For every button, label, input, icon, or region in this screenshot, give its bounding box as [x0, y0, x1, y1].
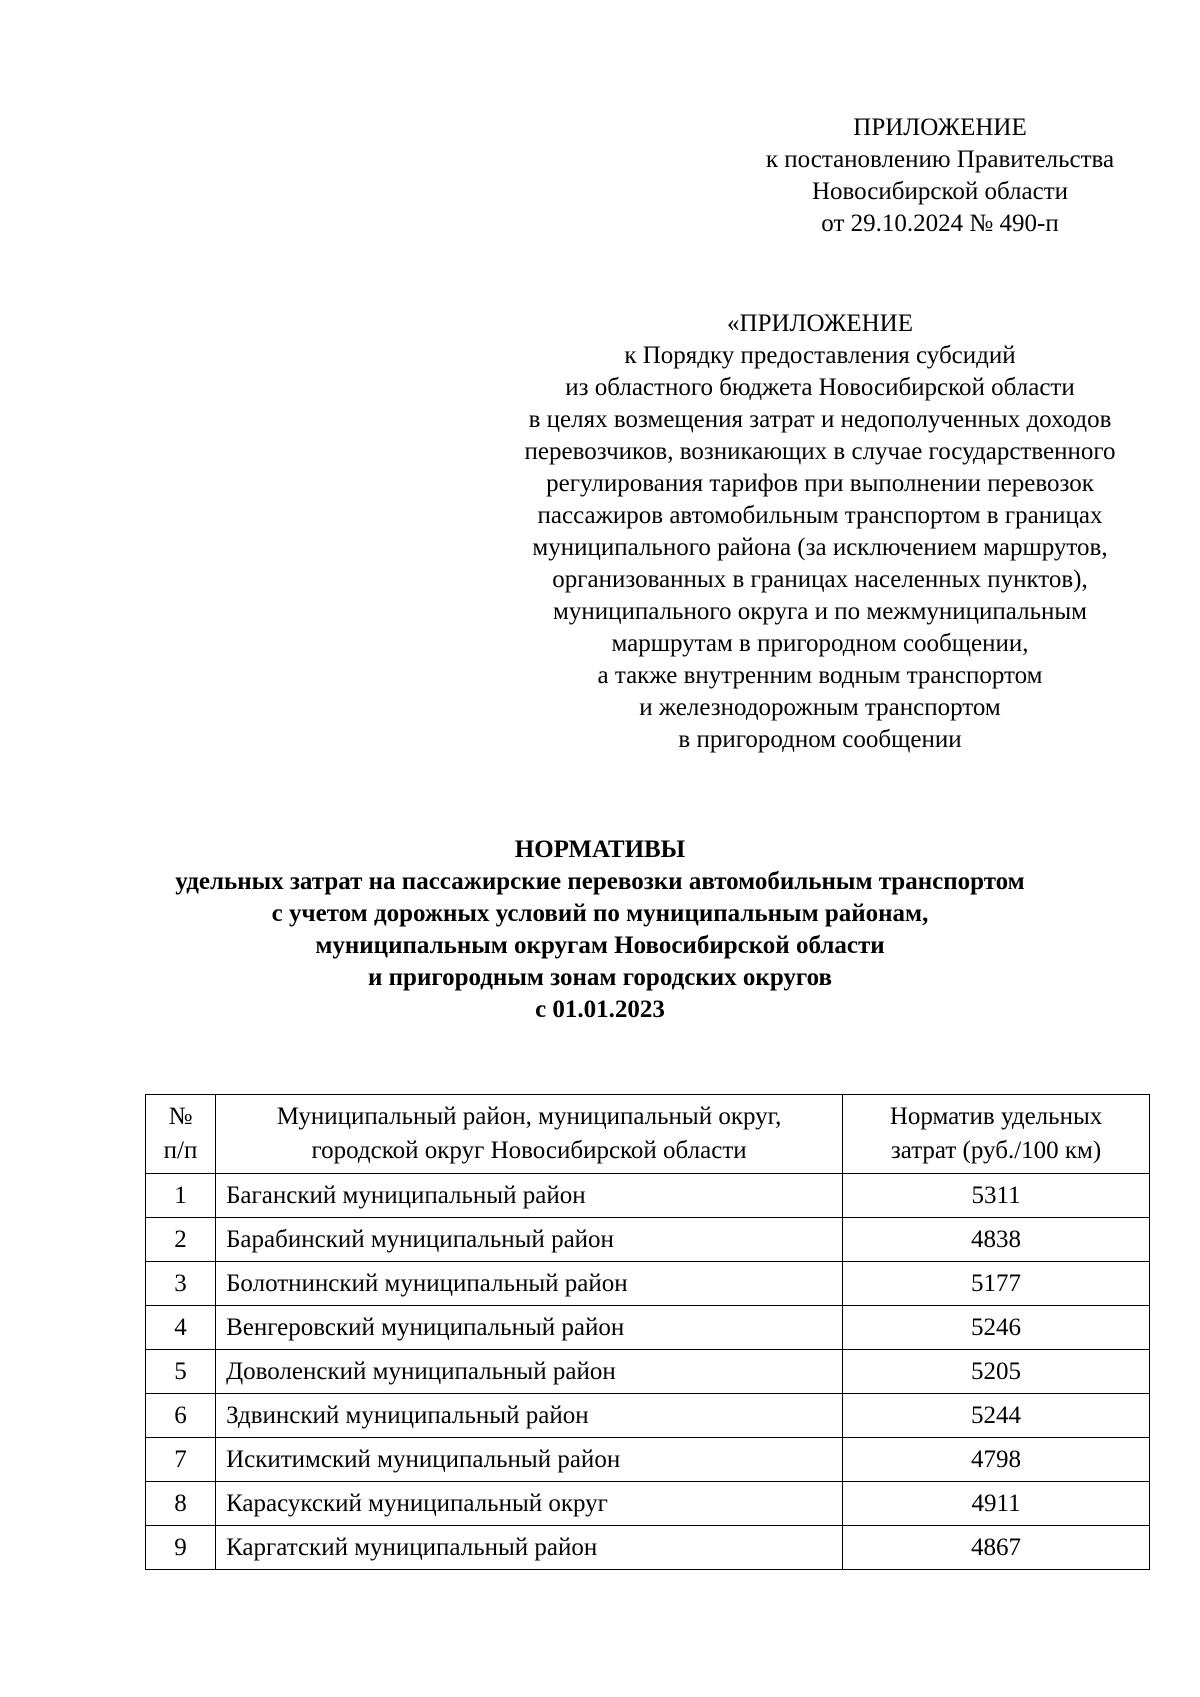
table-row: [146, 1482, 1150, 1526]
title-heading: НОРМАТИВЫ: [514, 836, 686, 863]
row-number: 4: [146, 1306, 216, 1350]
header-norm-value: Норматив удельных затрат (руб./100 км): [843, 1095, 1150, 1174]
row-number: 8: [146, 1482, 216, 1526]
row-norm-value: 5311: [843, 1174, 1150, 1218]
appendix-order-reference: [440, 308, 1200, 756]
row-norm-value: 4798: [843, 1438, 1150, 1482]
row-municipality: Здвинский муниципальный район: [216, 1394, 843, 1438]
row-number: 7: [146, 1438, 216, 1482]
row-number: 2: [146, 1218, 216, 1262]
table-row: [146, 1262, 1150, 1306]
appendix-order-line: регулирования тарифов при выполнении перевозок: [546, 470, 1094, 497]
title-line: удельных затрат на пассажирские перевозки автомобильным транспортом: [175, 868, 1025, 895]
table-row: [146, 1394, 1150, 1438]
appendix-header-line: Новосибирской области: [811, 178, 1069, 205]
norms-table: [145, 1094, 1150, 1570]
title-line: муниципальным округам Новосибирской области: [315, 932, 885, 959]
row-municipality: Карасукский муниципальный округ: [216, 1482, 843, 1526]
row-number: 6: [146, 1394, 216, 1438]
appendix-header-line: к постановлению Правительства: [765, 146, 1115, 173]
document-title: [100, 834, 1100, 1026]
row-municipality: Болотнинский муниципальный район: [216, 1262, 843, 1306]
title-line: с учетом дорожных условий по муниципальным районам,: [271, 900, 929, 927]
header-number: № п/п: [146, 1095, 216, 1174]
appendix-header: [720, 112, 1160, 240]
appendix-order-line: маршрутам в пригородном сообщении,: [611, 630, 1029, 657]
table-row: [146, 1306, 1150, 1350]
row-number: 1: [146, 1174, 216, 1218]
table-row: [146, 1174, 1150, 1218]
appendix-order-line: «ПРИЛОЖЕНИЕ: [727, 310, 913, 337]
appendix-header-line: от 29.10.2024 № 490-п: [821, 210, 1059, 237]
row-norm-value: 5205: [843, 1350, 1150, 1394]
title-line: и пригородным зонам городских округов: [367, 964, 832, 991]
appendix-order-line: муниципального района (за исключением маршрутов,: [532, 534, 1108, 561]
appendix-header-line: ПРИЛОЖЕНИЕ: [853, 114, 1027, 141]
table-row: [146, 1218, 1150, 1262]
appendix-order-line: организованных в границах населенных пунктов),: [552, 566, 1088, 593]
header-municipality: Муниципальный район, муниципальный округ, городской округ Новосибирской области: [216, 1095, 843, 1174]
appendix-order-line: в пригородном сообщении: [678, 726, 962, 753]
row-norm-value: 4867: [843, 1526, 1150, 1570]
appendix-order-line: к Порядку предоставления субсидий: [624, 342, 1016, 369]
table-row: [146, 1350, 1150, 1394]
row-norm-value: 4911: [843, 1482, 1150, 1526]
row-norm-value: 5177: [843, 1262, 1150, 1306]
appendix-order-line: в целях возмещения затрат и недополученных доходов: [528, 406, 1112, 433]
table-row: [146, 1526, 1150, 1570]
row-norm-value: 4838: [843, 1218, 1150, 1262]
title-date: с 01.01.2023: [535, 996, 665, 1023]
row-municipality: Искитимский муниципальный район: [216, 1438, 843, 1482]
row-municipality: Венгеровский муниципальный район: [216, 1306, 843, 1350]
row-municipality: Доволенский муниципальный район: [216, 1350, 843, 1394]
row-municipality: Каргатский муниципальный район: [216, 1526, 843, 1570]
appendix-order-line: и железнодорожным транспортом: [639, 694, 1001, 721]
row-norm-value: 5244: [843, 1394, 1150, 1438]
row-number: 3: [146, 1262, 216, 1306]
appendix-order-line: пассажиров автомобильным транспортом в границах: [537, 502, 1103, 529]
row-municipality: Баганский муниципальный район: [216, 1174, 843, 1218]
row-norm-value: 5246: [843, 1306, 1150, 1350]
appendix-order-line: а также внутренним водным транспортом: [597, 662, 1043, 689]
row-number: 9: [146, 1526, 216, 1570]
appendix-order-line: перевозчиков, возникающих в случае государственного: [524, 438, 1116, 465]
appendix-order-line: из областного бюджета Новосибирской области: [565, 374, 1075, 401]
table-header-row: [146, 1095, 1150, 1174]
table-row: [146, 1438, 1150, 1482]
appendix-order-line: муниципального округа и по межмуниципальным: [553, 598, 1087, 625]
row-number: 5: [146, 1350, 216, 1394]
row-municipality: Барабинский муниципальный район: [216, 1218, 843, 1262]
